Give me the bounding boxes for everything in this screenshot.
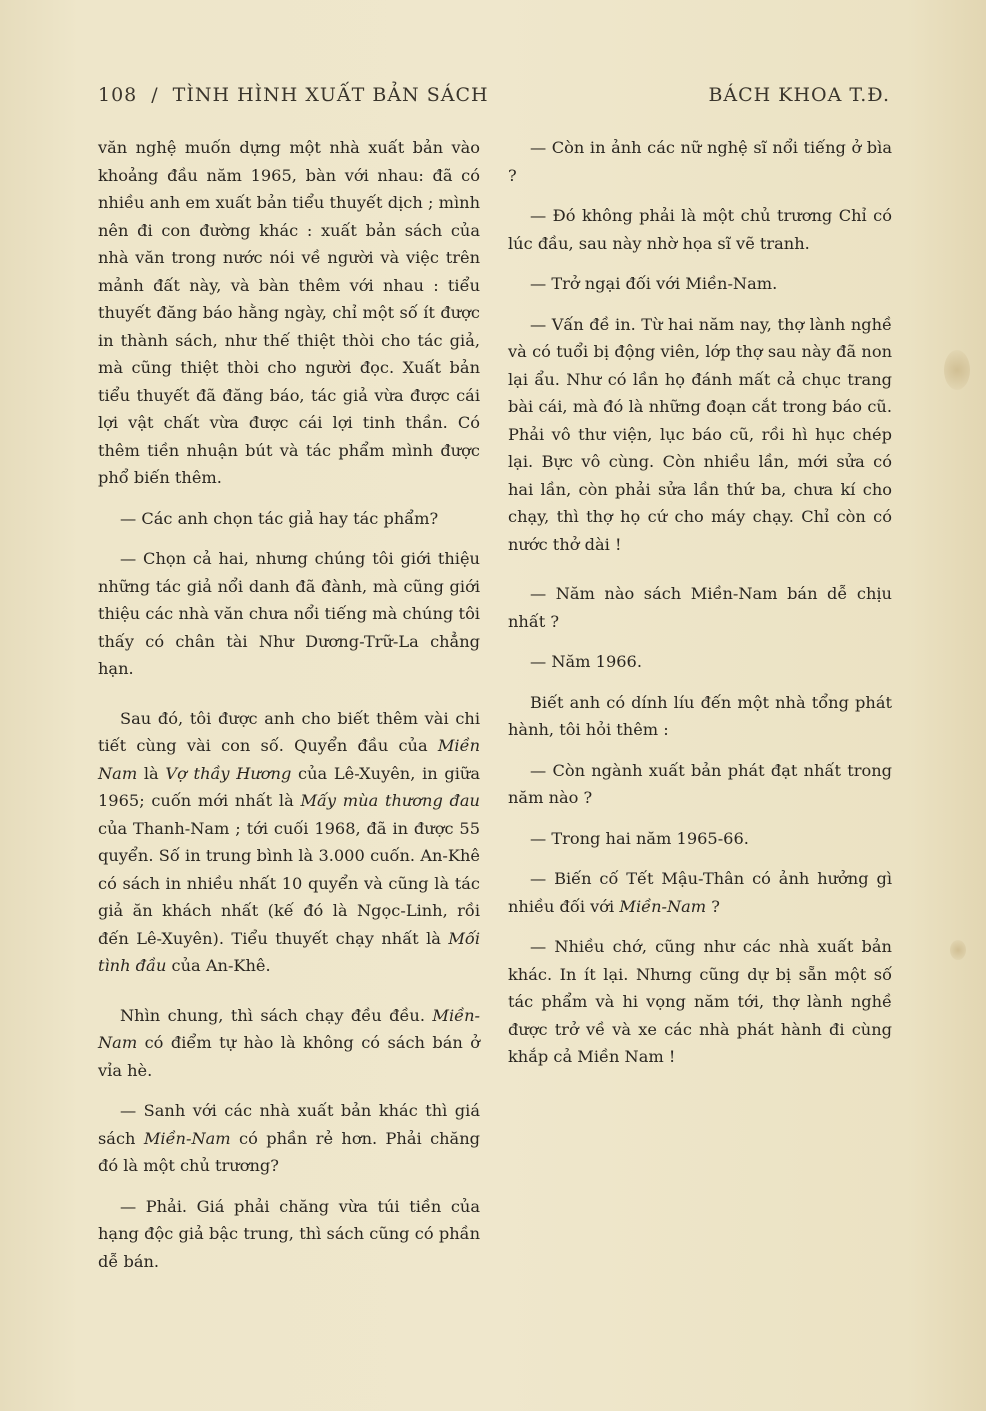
paragraph: — Nhiều chớ, cũng như các nhà xuất bản khác. In ít lại. Nhưng cũng dự bị sẵn một số tác phẩm và hi vọng năm tới, thợ lành nghề được trở về và xe các nhà phát hành đi cùng khắp cả Miền Nam ! — [508, 937, 892, 1066]
paragraph: — Phải. Giá phải chăng vừa túi tiền của hạng độc giả bậc trung, thì sách cũng có phần dễ bán. — [98, 1196, 480, 1271]
book-title-italic: Vợ thầy Hương — [165, 763, 292, 783]
book-title-italic: Mối tình đầu — [98, 928, 480, 975]
paragraph — [98, 705, 480, 980]
page-number: 108 — [98, 84, 138, 106]
paragraph: — Trở ngại đối với Miền-Nam. — [530, 274, 778, 293]
publisher-name-italic: Miền-Nam — [619, 896, 707, 916]
text-run: có phần rẻ hơn. Phải chăng đó là một chủ trương? — [98, 1128, 480, 1175]
header-separator: / — [151, 84, 159, 106]
paragraph: — Chọn cả hai, nhưng chúng tôi giới thiệu những tác giả nổi danh đã đành, mà cũng giới thiệu các nhà văn chưa nổi tiếng mà chúng tôi thấy có chân tài Như Dương-Trữ-La chẳng hạn. — [98, 549, 480, 678]
paragraph: — Các anh chọn tác giả hay tác phẩm? — [120, 508, 439, 528]
text-run: của Thanh-Nam ; tới cuối 1968, đã in được 55 quyển. Số in trung bình là 3.000 cuốn. An-Khê có sách in nhiều nhất 10 quyển và cũng là tác giả ăn khách nhất (kế đó là Ngọc-Linh, rồi đến Lê-Xuyên). Tiểu thuyết chạy nhất là — [98, 818, 480, 948]
text-run: Sau đó, tôi được anh cho biết thêm vài chi tiết cùng vài con số. Quyển đầu của — [98, 708, 480, 755]
paper-stain — [950, 940, 966, 960]
paragraph: Biết anh có dính líu đến một nhà tổng phát hành, tôi hỏi thêm : — [508, 692, 892, 739]
publisher-name-italic: Miền-Nam — [98, 1005, 480, 1052]
text-run: ? — [706, 896, 720, 916]
text-run: của Lê-Xuyên, in giữa 1965; cuốn mới nhất là — [98, 763, 480, 810]
text-run: của An-Khê. — [166, 956, 271, 975]
paragraph: — Còn ngành xuất bản phát đạt nhất trong năm nào ? — [508, 760, 892, 807]
paragraph — [98, 1097, 480, 1180]
paragraph — [98, 1002, 480, 1085]
text-run: Nhìn chung, thì sách chạy đều đều. — [120, 1005, 433, 1025]
publisher-name-italic: Miền-Nam — [143, 1128, 231, 1148]
text-run: — Biến cố Tết Mậu-Thân có ảnh hưởng gì nhiều đối với — [508, 869, 892, 916]
paper-stain — [944, 350, 970, 390]
paragraph: — Năm nào sách Miền-Nam bán dễ chịu nhất ? — [508, 584, 892, 631]
book-title-italic: Miền Nam — [98, 736, 480, 783]
paragraph: văn nghệ muốn dựng một nhà xuất bản vào khoảng đầu năm 1965, bàn với nhau: đã có nhiều anh em xuất bản tiểu thuyết dịch ; mình nên đi con đường khác : xuất bản sách của nhà văn trong nước nói về người và việc trên mảnh đất này, và bàn thêm với nhau : tiểu thuyết đăng báo hằng ngày, chỉ một số ít được in thành sách, như thế thiệt thòi cho tác giả, mà cũng thiệt thòi cho người đọc. Xuất bản tiểu thuyết đã đăng báo, tác giả vừa được cái lợi vật chất vừa được cái lợi tinh thần. Có thêm tiền nhuận bút và tác phẩm mình được phổ biến thêm. — [98, 138, 480, 487]
paragraph: — Trong hai năm 1965-66. — [530, 828, 749, 848]
section-title: TÌNH HÌNH XUẤT BẢN SÁCH — [172, 84, 489, 106]
running-header — [98, 84, 890, 112]
left-column — [98, 134, 480, 1288]
publication-name: BÁCH KHOA T.Đ. — [708, 84, 890, 106]
paragraph: — Đó không phải là một chủ trương Chỉ có lúc đầu, sau này nhờ họa sĩ vẽ tranh. — [508, 206, 892, 253]
book-title-italic: Mấy mùa thương đau — [300, 791, 480, 810]
paragraph: — Vấn đề in. Từ hai năm nay, thợ lành nghề và có tuổi bị động viên, lớp thợ sau này đã non lại ẩu. Như có lần họ đánh mất cả chục trang bài cái, mà đó là những đoạn cắt trong báo cũ. Phải vô thư viện, lục báo cũ, rồi hì hục chép lại. Bực vô cùng. Còn nhiều lần, mới sửa có hai lần, còn phải sửa lần thứ ba, chưa kí cho chạy, thì thợ họ cứ cho máy chạy. Chỉ còn có nước thở dài ! — [508, 314, 892, 554]
text-run: có điểm tự hào là không có sách bán ở vỉa hè. — [98, 1033, 480, 1080]
right-column — [508, 134, 892, 1084]
text-run: là — [137, 763, 166, 783]
header-left — [98, 84, 489, 106]
paragraph: — Còn in ảnh các nữ nghệ sĩ nổi tiếng ở bìa ? — [508, 138, 892, 185]
paragraph — [508, 865, 892, 920]
paragraph: — Năm 1966. — [530, 652, 642, 671]
text-run: — Sanh với các nhà xuất bản khác thì giá sách — [98, 1101, 480, 1148]
